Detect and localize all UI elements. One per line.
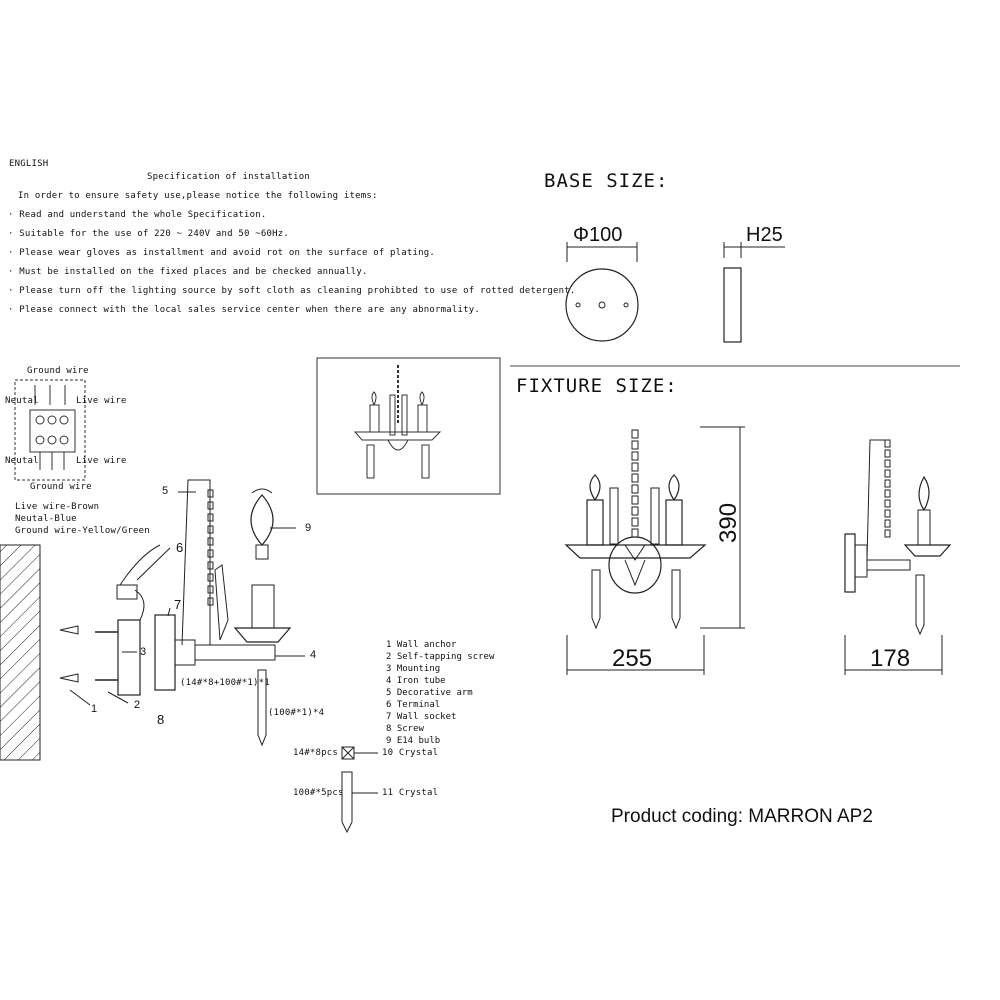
callout-4: 4 (310, 649, 317, 661)
parts-list-item: 6 Terminal (386, 700, 441, 710)
spec-item: · Read and understand the whole Specification. (8, 210, 267, 220)
fixture-side-view (845, 440, 950, 675)
base-diameter-dimension: Φ100 (573, 224, 623, 246)
parts-list-item: 9 E14 bulb (386, 736, 441, 746)
parts-list-item: 7 Wall socket (386, 712, 457, 722)
callout-3: 3 (140, 646, 147, 658)
crystal-small-qty: 14#*8pcs (293, 748, 338, 758)
live-wire-label: Live wire (76, 456, 127, 466)
parts-list-item: 5 Decorative arm (386, 688, 473, 698)
parts-list-item: 2 Self-tapping screw (386, 652, 495, 662)
callout-2: 2 (134, 699, 141, 711)
spec-title: Specification of installation (147, 172, 310, 182)
fixture-width-dimension: 255 (612, 645, 653, 672)
crystal-count-drop: (100#*1)*4 (268, 708, 325, 718)
fixture-height-dimension: 390 (715, 502, 742, 543)
callout-8: 8 (157, 712, 165, 727)
fixture-depth-dimension: 178 (870, 645, 911, 672)
spec-item: · Please connect with the local sales service center when there are any abnormality. (8, 305, 480, 315)
parts-list-item: 3 Mounting (386, 664, 441, 674)
language-label: ENGLISH (9, 159, 49, 169)
fixture-size-heading: FIXTURE SIZE: (516, 375, 678, 397)
ground-wire-label: Ground wire (27, 366, 89, 376)
spec-item: · Suitable for the use of 220 ~ 240V and 50 ~60Hz. (8, 229, 289, 239)
product-coding: Product coding: MARRON AP2 (611, 806, 873, 827)
live-wire-label: Live wire (76, 396, 127, 406)
wire-color-legend: Ground wire-Yellow/Green (15, 526, 150, 536)
spec-item: · Must be installed on the fixed places and be checked annually. (8, 267, 368, 277)
callout-7: 7 (174, 597, 182, 612)
callout-1: 1 (91, 703, 98, 715)
wire-color-legend: Neutal-Blue (15, 514, 77, 524)
fixture-front-view (566, 427, 745, 675)
crystal-large-ref: 11 Crystal (382, 788, 439, 798)
base-size-heading: BASE SIZE: (544, 170, 669, 192)
parts-list-item: 4 Iron tube (386, 676, 446, 686)
neutal-label: Neutal (5, 396, 39, 406)
spec-item: · Please turn off the lighting source by soft cloth as cleaning prohibted to use of rotted detergent. (8, 286, 576, 296)
product-preview-box (317, 358, 500, 494)
base-plate-side-view (724, 242, 785, 342)
spec-item: · Please wear gloves as installment and avoid rot on the surface of plating. (8, 248, 436, 258)
crystal-large-qty: 100#*5pcs (293, 788, 344, 798)
ground-wire-label: Ground wire (30, 482, 92, 492)
callout-6: 6 (176, 540, 184, 555)
parts-list-item: 1 Wall anchor (386, 640, 457, 650)
base-plate-front-view (566, 242, 638, 341)
callout-9: 9 (305, 522, 312, 534)
spec-intro: In order to ensure safety use,please notice the following items: (18, 191, 378, 201)
crystal-count-arm: (14#*8+100#*1)*1 (180, 678, 270, 688)
parts-list-item: 8 Screw (386, 724, 424, 734)
wire-color-legend: Live wire-Brown (15, 502, 100, 512)
callout-5: 5 (162, 485, 169, 497)
neutal-label: Neutal (5, 456, 39, 466)
crystal-small-ref: 10 Crystal (382, 748, 439, 758)
base-height-dimension: H25 (746, 224, 783, 246)
